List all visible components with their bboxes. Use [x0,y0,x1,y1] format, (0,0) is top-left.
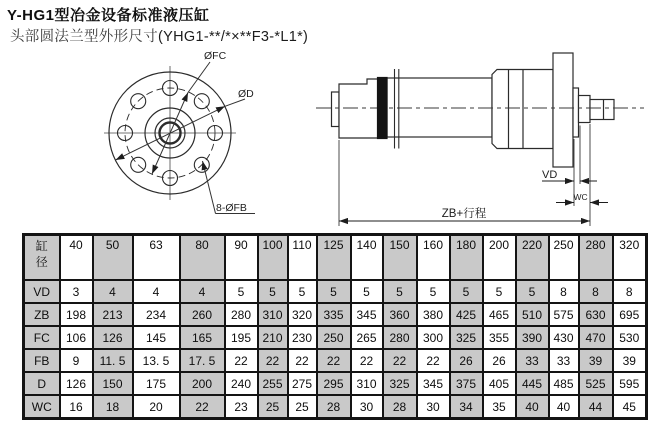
table-cell: 198 [60,303,93,326]
table-cell: 165 [180,326,225,349]
table-cell: 33 [549,349,579,372]
flange-front-view [104,50,255,214]
table-cell: 8 [549,280,579,303]
table-cell: 25 [258,395,288,419]
table-cell: 22 [351,349,383,372]
table-cell: 16 [60,395,93,419]
table-cell: 230 [288,326,317,349]
column-header: 125 [317,235,351,281]
table-cell: 28 [317,395,351,419]
table-cell: 234 [133,303,180,326]
table-cell: 375 [450,372,483,395]
table-cell: 380 [417,303,450,326]
table-cell: 5 [417,280,450,303]
table-row [24,372,647,395]
table-cell: 630 [579,303,613,326]
table-cell: 3 [60,280,93,303]
column-header: 280 [579,235,613,281]
table-cell: 335 [317,303,351,326]
piston-rod [590,100,614,120]
table-cell: 345 [351,303,383,326]
table-cell: 20 [133,395,180,419]
table-cell: 17. 5 [180,349,225,372]
column-header: 40 [60,235,93,281]
table-cell: 210 [258,326,288,349]
table-cell: 13. 5 [133,349,180,372]
table-cell: 126 [93,326,133,349]
table-cell: 175 [133,372,180,395]
row-label: D [24,372,60,395]
d-label: ØD [238,88,254,100]
table-cell: 325 [383,372,417,395]
row-header-bore-label: 缸 径 [24,235,60,281]
table-cell: 530 [613,326,647,349]
table-cell: 5 [450,280,483,303]
table-cell: 260 [180,303,225,326]
table-cell: 240 [225,372,258,395]
flange-plate [553,53,573,167]
table-cell: 320 [288,303,317,326]
spec-table [22,233,648,420]
table-row [24,395,647,419]
table-cell: 5 [516,280,549,303]
column-header: 220 [516,235,549,281]
table-cell: 33 [516,349,549,372]
table-cell: 5 [317,280,351,303]
row-label: ZB [24,303,60,326]
table-cell: 35 [483,395,516,419]
column-header: 160 [417,235,450,281]
table-cell: 9 [60,349,93,372]
table-cell: 465 [483,303,516,326]
table-cell: 22 [288,349,317,372]
table-cell: 430 [549,326,579,349]
table-cell: 360 [383,303,417,326]
column-header: 200 [483,235,516,281]
table-cell: 470 [579,326,613,349]
zb-label: ZB+行程 [441,208,487,220]
table-cell: 355 [483,326,516,349]
table-cell: 595 [613,372,647,395]
table-cell: 26 [450,349,483,372]
table-cell: 510 [516,303,549,326]
column-header: 90 [225,235,258,281]
table-cell: 575 [549,303,579,326]
table-cell: 30 [417,395,450,419]
column-header: 250 [549,235,579,281]
table-cell: 250 [317,326,351,349]
wc-label: WC [573,192,588,202]
fc-label: ØFC [204,50,227,62]
row-label: FB [24,349,60,372]
table-cell: 5 [258,280,288,303]
table-cell: 295 [317,372,351,395]
table-row [24,303,647,326]
row-label: WC [24,395,60,419]
table-cell: 300 [417,326,450,349]
table-cell: 445 [516,372,549,395]
table-cell: 4 [180,280,225,303]
column-header: 63 [133,235,180,281]
table-cell: 145 [133,326,180,349]
table-cell: 265 [351,326,383,349]
table-cell: 5 [288,280,317,303]
table-cell: 39 [613,349,647,372]
table-cell: 280 [383,326,417,349]
table-cell: 405 [483,372,516,395]
technical-drawing [0,45,650,232]
column-header: 180 [450,235,483,281]
table-row [24,349,647,372]
seal-band [378,78,388,139]
table-cell: 275 [288,372,317,395]
table-cell: 425 [450,303,483,326]
table-header-row [24,235,647,281]
table-cell: 8 [579,280,613,303]
table-cell: 485 [549,372,579,395]
table-cell: 5 [351,280,383,303]
table-cell: 40 [516,395,549,419]
table-cell: 8 [613,280,647,303]
table-cell: 5 [225,280,258,303]
table-cell: 45 [613,395,647,419]
column-header: 80 [180,235,225,281]
table-cell: 345 [417,372,450,395]
table-cell: 4 [133,280,180,303]
table-cell: 390 [516,326,549,349]
table-cell: 23 [225,395,258,419]
table-cell: 150 [93,372,133,395]
table-row [24,280,647,303]
column-header: 140 [351,235,383,281]
vd-label: VD [542,169,558,181]
table-cell: 22 [417,349,450,372]
table-cell: 126 [60,372,93,395]
table-cell: 213 [93,303,133,326]
column-header: 50 [93,235,133,281]
table-cell: 4 [93,280,133,303]
spec-table-wrap [22,233,648,420]
row-label: VD [24,280,60,303]
table-cell: 695 [613,303,647,326]
table-cell: 40 [549,395,579,419]
table-cell: 106 [60,326,93,349]
row-label: FC [24,326,60,349]
rod-shoulder [579,96,591,123]
flange-boss [573,88,579,137]
table-cell: 22 [383,349,417,372]
table-cell: 39 [579,349,613,372]
page-title: Y-HG1型冶金设备标准液压缸 [7,7,210,24]
table-cell: 255 [258,372,288,395]
table-cell: 30 [351,395,383,419]
table-cell: 310 [351,372,383,395]
column-header: 100 [258,235,288,281]
table-cell: 5 [383,280,417,303]
page-subtitle [10,25,308,46]
table-cell: 195 [225,326,258,349]
table-row [24,326,647,349]
table-cell: 22 [317,349,351,372]
table-cell: 44 [579,395,613,419]
subtitle-model-code: (YHG1-**/*×**F3-*L1*) [158,29,309,45]
table-cell: 200 [180,372,225,395]
table-cell: 22 [258,349,288,372]
table-cell: 26 [483,349,516,372]
cylinder-side-view [316,53,644,226]
column-header: 110 [288,235,317,281]
table-cell: 34 [450,395,483,419]
table-cell: 5 [483,280,516,303]
table-cell: 25 [288,395,317,419]
fb-label: 8-ØFB [216,202,247,214]
table-cell: 22 [180,395,225,419]
table-cell: 18 [93,395,133,419]
table-cell: 28 [383,395,417,419]
column-header: 320 [613,235,647,281]
table-cell: 310 [258,303,288,326]
table-cell: 280 [225,303,258,326]
table-cell: 325 [450,326,483,349]
subtitle-text: 头部圆法兰型外形尺寸 [10,29,158,45]
table-cell: 22 [225,349,258,372]
table-cell: 525 [579,372,613,395]
table-cell: 11. 5 [93,349,133,372]
column-header: 150 [383,235,417,281]
rear-cap [332,92,340,127]
